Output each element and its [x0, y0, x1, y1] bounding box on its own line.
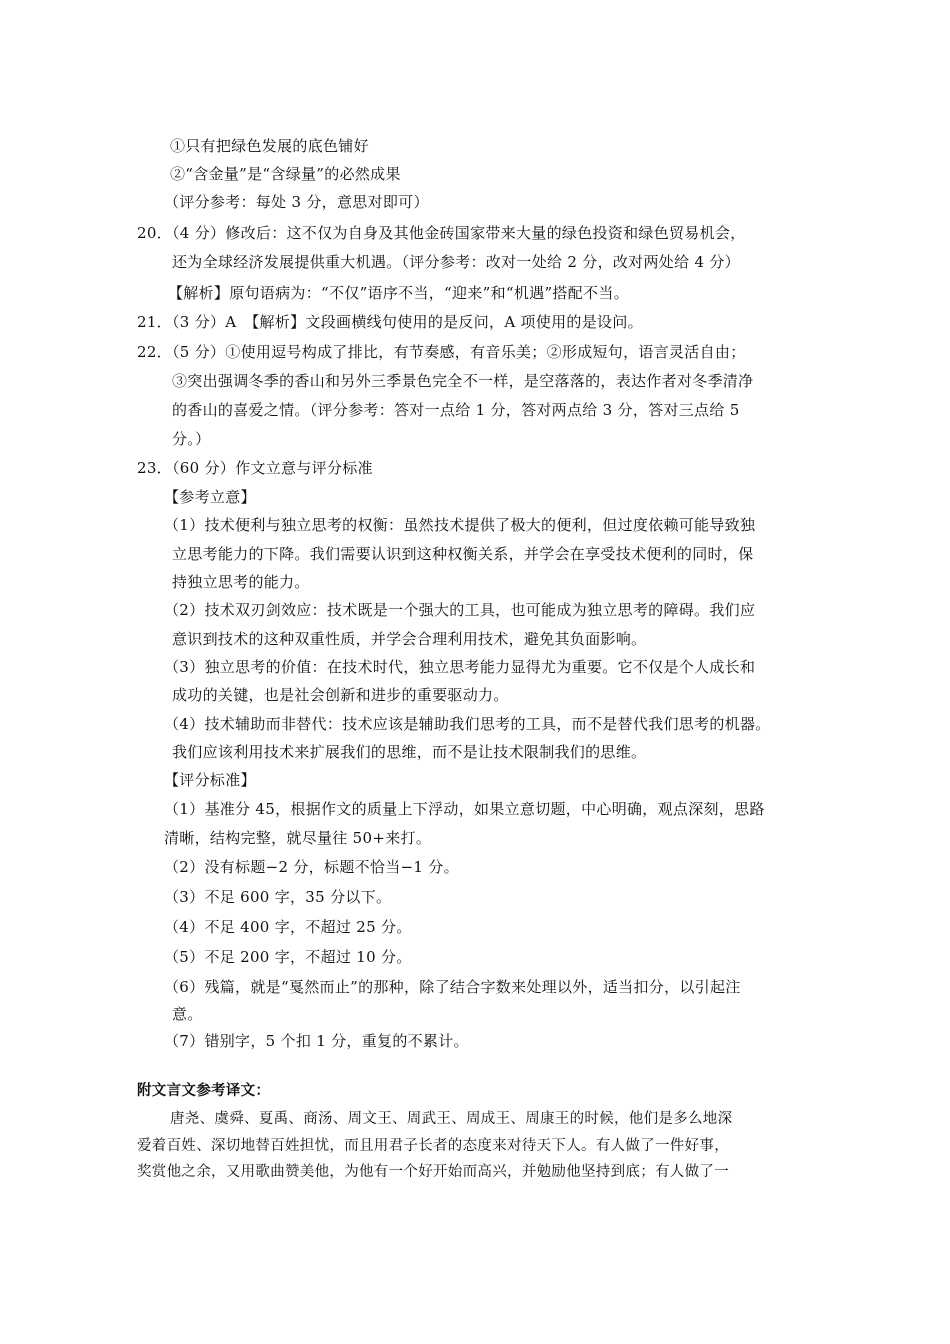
translation-heading: 附文言文参考译文： [137, 1083, 271, 1099]
answer-19-line-1: ①只有把绿色发展的底色铺好 [170, 137, 369, 155]
answer-22-line-3: 的香山的喜爱之情。（评分参考：答对一点给 1 分，答对两点给 3 分，答对三点给 5 [172, 401, 740, 419]
scoring-4: （4）不足 400 字，不超过 25 分。 [164, 918, 412, 936]
scoring-3: （3）不足 600 字，35 分以下。 [164, 888, 392, 906]
intent-4-line-1: （4）技术辅助而非替代：技术应该是辅助我们思考的工具，而不是替代我们思考的机器。 [164, 715, 771, 733]
answer-20-line-2: 还为全球经济发展提供重大机遇。（评分参考：改对一处给 2 分，改对两处给 4 分） [172, 253, 740, 271]
intent-4-line-2: 我们应该利用技术来扩展我们的思维，而不是让技术限制我们的思维。 [172, 743, 647, 761]
translation-line-2: 爱着百姓、深切地替百姓担忧，而且用君子长者的态度来对待天下人。有人做了一件好事， [137, 1138, 729, 1154]
intent-1-line-3: 持独立思考的能力。 [172, 573, 310, 591]
scoring-2: （2）没有标题−2 分，标题不恰当−1 分。 [164, 858, 459, 876]
translation-line-1: 唐尧、虞舜、夏禹、商汤、周文王、周武王、周成王、周康王的时候，他们是多么地深 [170, 1111, 733, 1127]
intent-2-line-1: （2）技术双刃剑效应：技术既是一个强大的工具，也可能成为独立思考的障碍。我们应 [164, 601, 756, 619]
scoring-1-line-2: 清晰，结构完整，就尽量往 50+来打。 [164, 829, 432, 847]
intent-1-line-1: （1）技术便利与独立思考的权衡：虽然技术提供了极大的便利，但过度依赖可能导致独 [164, 516, 756, 534]
translation-line-3: 奖赏他之余，又用歌曲赞美他，为他有一个好开始而高兴，并勉励他坚持到底；有人做了一 [137, 1164, 729, 1180]
scoring-5: （5）不足 200 字，不超过 10 分。 [164, 948, 412, 966]
scoring-6-line-2: 意。 [172, 1005, 203, 1023]
scoring-standard-heading: 【评分标准】 [164, 771, 256, 789]
intent-2-line-2: 意识到技术的这种双重性质，并学会合理利用技术，避免其负面影响。 [172, 630, 647, 648]
answer-19-scoring: （评分参考：每处 3 分，意思对即可） [164, 193, 429, 211]
answer-20-line-1: 20．（4 分）修改后：这不仅为自身及其他金砖国家带来大量的绿色投资和绿色贸易机会， [137, 224, 746, 242]
intent-3-line-1: （3）独立思考的价值：在技术时代，独立思考能力显得尤为重要。它不仅是个人成长和 [164, 658, 756, 676]
intent-1-line-2: 立思考能力的下降。我们需要认识到这种权衡关系，并学会在享受技术便利的同时，保 [172, 545, 754, 563]
scoring-7: （7）错别字，5 个扣 1 分，重复的不累计。 [164, 1032, 469, 1050]
answer-20-analysis: 【解析】原句语病为：“不仅”语序不当，“迎来”和“机遇”搭配不当。 [168, 284, 629, 302]
answer-19-line-2: ②“含金量”是“含绿量”的必然成果 [170, 165, 401, 183]
scoring-6-line-1: （6）残篇，就是“戛然而止”的那种，除了结合字数来处理以外，适当扣分，以引起注 [164, 978, 741, 996]
answer-23-heading: 23．（60 分）作文立意与评分标准 [137, 459, 373, 477]
intent-3-line-2: 成功的关键，也是社会创新和进步的重要驱动力。 [172, 686, 509, 704]
answer-22-line-2: ③突出强调冬季的香山和另外三季景色完全不一样，是空落落的，表达作者对冬季清净 [172, 372, 754, 390]
reference-intent-heading: 【参考立意】 [164, 488, 256, 506]
answer-22-line-1: 22．（5 分）①使用逗号构成了排比，有节奏感，有音乐美；②形成短句，语言灵活自由； [137, 343, 746, 361]
answer-22-line-4: 分。） [172, 430, 211, 448]
scoring-1-line-1: （1）基准分 45，根据作文的质量上下浮动，如果立意切题，中心明确，观点深刻，思路 [164, 800, 765, 818]
answer-21: 21．（3 分）A 【解析】文段画横线句使用的是反问，A 项使用的是设问。 [137, 313, 643, 331]
